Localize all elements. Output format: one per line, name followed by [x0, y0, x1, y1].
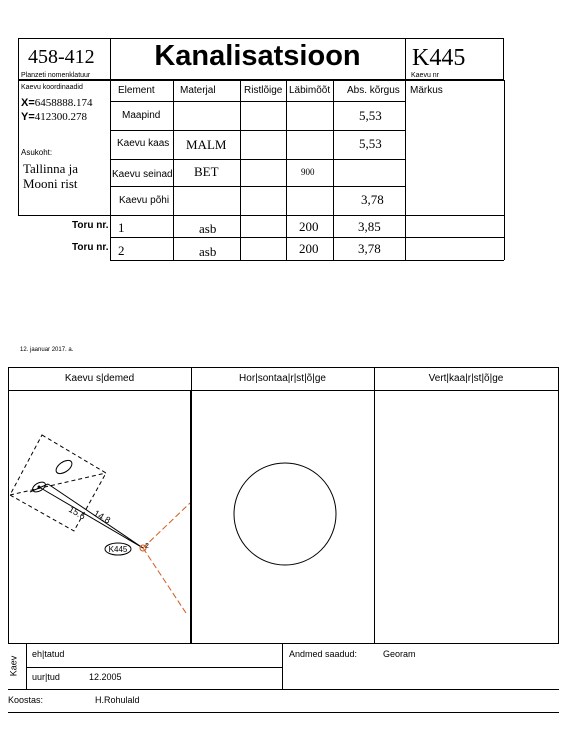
- footer-side-label: Kaev: [8, 655, 19, 677]
- pipe-label: Toru nr.: [72, 242, 109, 253]
- pipe-line: [143, 548, 186, 613]
- nomenclature-label: Planzeti nomenklatuur: [21, 72, 91, 79]
- row-height: 3,78: [361, 192, 384, 207]
- distance-label: 14.8: [92, 508, 113, 526]
- distance-label: 15.6: [67, 504, 88, 522]
- pipe-material: asb: [199, 244, 217, 259]
- col-header-element: Element: [118, 85, 155, 96]
- section-heading-horizontal: Hor|sontaa|r|st|õ|ge: [239, 373, 326, 384]
- oval-shape: [54, 458, 74, 477]
- row-element: Maapind: [122, 110, 161, 121]
- author-value: H.Rohulald: [95, 695, 140, 705]
- built-label: eh|tatud: [32, 649, 65, 659]
- author-label: Koostas:: [8, 695, 44, 705]
- col-header-diameter: Läbimõõt: [289, 85, 331, 96]
- well-id: K445: [412, 45, 466, 71]
- building-diagonal: [10, 473, 106, 495]
- row-height: 5,53: [359, 108, 382, 123]
- surveyed-label: uur|tud: [32, 672, 60, 682]
- x-coord: [21, 97, 93, 109]
- pipe-nr: 2: [118, 243, 125, 258]
- well-circle: [234, 463, 336, 565]
- well-location-sketch: [8, 391, 190, 643]
- x-value: 6458888.174: [34, 97, 93, 109]
- pipe-height: 3,85: [358, 219, 381, 234]
- x-prefix: X=: [21, 97, 35, 109]
- row-diameter: 900: [301, 167, 315, 177]
- row-element: Kaevu seinad: [112, 169, 173, 180]
- pipe-material: asb: [199, 221, 217, 236]
- pipe-marker: 2: [145, 543, 149, 550]
- well-label: K445: [108, 545, 128, 554]
- horizontal-section-drawing: [192, 391, 374, 643]
- col-header-cross: Ristlõige: [244, 85, 283, 96]
- location-line1: Tallinna ja: [23, 161, 79, 176]
- source-label: Andmed saadud:: [289, 649, 358, 659]
- section-heading-vertical: Vert|kaa|r|st|õ|ge: [428, 373, 504, 384]
- surveyed-value: 12.2005: [89, 672, 122, 682]
- y-prefix: Y=: [21, 111, 35, 123]
- building-outline: [10, 435, 106, 531]
- page-title: Kanalisatsioon: [154, 40, 361, 72]
- pipe-line: [143, 503, 190, 548]
- col-header-material: Materjal: [180, 85, 216, 96]
- well-id-label: Kaevu nr: [411, 72, 440, 79]
- coords-label: Kaevu koordinaadid: [21, 84, 83, 91]
- pipe-label: Toru nr.: [72, 220, 109, 231]
- source-value: Georam: [383, 649, 416, 659]
- row-element: Kaevu kaas: [117, 138, 170, 149]
- nomenclature: 458-412: [28, 46, 95, 68]
- location-line2: Mooni rist: [23, 176, 78, 191]
- row-height: 5,53: [359, 136, 382, 151]
- date-label: 12. jaanuar 2017. a.: [20, 347, 74, 353]
- pipe-diameter: 200: [299, 219, 319, 234]
- y-coord: [21, 111, 87, 123]
- row-material: MALM: [186, 137, 227, 152]
- pipe-diameter: 200: [299, 241, 319, 256]
- col-header-height: Abs. kõrgus: [347, 85, 400, 96]
- col-header-note: Märkus: [410, 85, 443, 96]
- pipe-height: 3,78: [358, 241, 381, 256]
- pipe-nr: 1: [118, 220, 125, 235]
- row-material: BET: [194, 164, 219, 179]
- section-heading-sketch: Kaevu s|demed: [64, 373, 135, 384]
- y-value: 412300.278: [34, 111, 88, 123]
- location-label: Asukoht:: [21, 148, 53, 157]
- distance-line: [39, 487, 143, 548]
- row-element: Kaevu põhi: [119, 195, 170, 206]
